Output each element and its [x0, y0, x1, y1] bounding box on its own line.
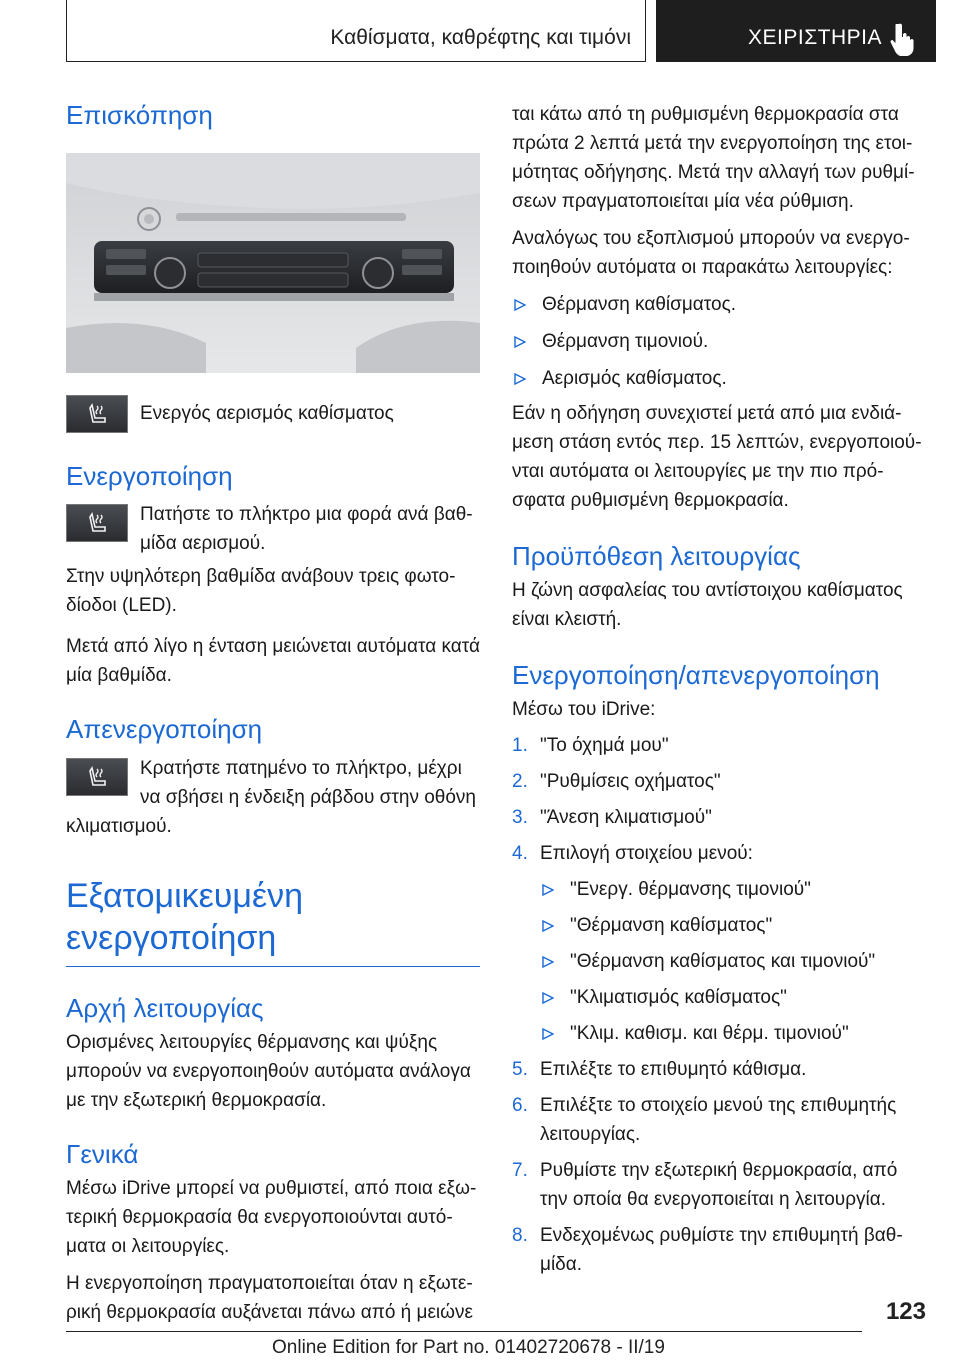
car-climate-panel-photo — [66, 153, 480, 373]
general-text-1: Μέσω iDrive μπορεί να ρυθμιστεί, από ποια εξωτερική θερμοκρασία θα ενεργοποιούνται αυτόματα οι λειτουργίες. — [66, 1177, 477, 1257]
resume-text: Εάν η οδήγηση συνεχιστεί μετά από μια ενδιάμεση στάση εντός περ. 15 λεπτών, ενεργοποιούνται αυτόματα οι λειτουργίες με την πιο πρόσφατα ρυθμισμένη θερμοκρασία. — [512, 403, 922, 511]
list-item: "Θέρμανση καθίσματος" — [540, 911, 924, 940]
via-idrive-text: Μέσω του iDrive: — [512, 699, 656, 721]
heading-rule — [66, 966, 480, 967]
list-item: "Κλιμ. καθισμ. και θέρμ. τιμονιού" — [540, 1019, 924, 1048]
reduce-text: Μετά από λίγο η ένταση μειώνεται αυτόματα κατά μία βαθμίδα. — [66, 636, 480, 687]
prerequisite-heading: Προϋπόθεση λειτουργίας — [512, 541, 801, 571]
general-text-2: Η ενεργοποίηση πραγματοποιείται όταν η εξωτερική θερμοκρασία αυξάνεται πάνω από ή μειώνε — [66, 1272, 473, 1323]
list-item: 6. Επιλέξτε το στοιχείο μενού της επιθυμητής λειτουργίας. — [512, 1095, 897, 1146]
triangle-bullet-icon — [542, 992, 554, 1004]
triangle-bullet-icon — [514, 299, 526, 311]
deactivation-heading: Απενεργοποίηση — [66, 714, 263, 745]
equipment-text: Αναλόγως του εξοπλισμού μπορούν να ενεργοποιηθούν αυτόματα οι παρακάτω λειτουργίες: — [512, 228, 910, 278]
seat-ventilation-button-icon — [66, 504, 128, 542]
continuation-text: ται κάτω από τη ρυθμισμένη θερμοκρασία στα πρώτα 2 λεπτά μετά την ενεργοποίηση της ετοιμότητας οδήγησης. Μετά την αλλαγή των ρυθμίσεων πραγματοποιείται μία νέα ρύθμιση. — [512, 104, 915, 212]
overview-heading: Επισκόπηση — [66, 100, 213, 130]
custom-activation-heading — [66, 875, 480, 960]
active-ventilation-row — [66, 393, 480, 433]
leds-text: Στην υψηλότερη βαθμίδα ανάβουν τρεις φωτοδίοδοι (LED). — [66, 566, 456, 617]
list-item: Θέρμανση καθίσματος. — [512, 290, 924, 319]
activation-heading: Ενεργοποίηση — [66, 461, 233, 492]
list-item: 8. Ενδεχομένως ρυθμίστε την επιθυμητή βαθμίδα. — [512, 1225, 903, 1276]
list-item: "Θέρμανση καθίσματος και τιμονιού" — [540, 947, 924, 976]
functions-list — [512, 290, 924, 393]
principle-text: Ορισμένες λειτουργίες θέρμανσης και ψύξης μπορούν να ενεργοποιηθούν αυτόματα ανάλογα με την εξωτερική θερμοκρασία. — [66, 1031, 471, 1111]
section-title: Καθίσματα, καθρέφτης και τιμόνι — [330, 26, 631, 49]
right-column — [512, 100, 924, 1279]
triangle-bullet-icon — [542, 956, 554, 968]
list-item: Θέρμανση τιμονιού. — [512, 327, 924, 356]
list-item: 3. "Άνεση κλιματισμού" — [512, 807, 712, 829]
principle-heading: Αρχή λειτουργίας — [66, 992, 264, 1023]
chapter-tab-label: ΧΕΙΡΙΣΤΗΡΙΑ — [748, 26, 883, 49]
activation-text: Πατήστε το πλήκτρο μια φορά ανά βαθμίδα αερισμού. — [140, 504, 473, 555]
seat-ventilation-button-icon — [66, 758, 128, 796]
menu-items-list — [540, 875, 924, 1048]
steps-list — [512, 731, 924, 1279]
page-number: 123 — [885, 1298, 926, 1325]
custom-heading-line2: ενεργοποίηση — [66, 919, 277, 958]
list-item: "Ενεργ. θέρμανσης τιμονιού" — [540, 875, 924, 904]
list-item: 5. Επιλέξτε το επιθυμητό κάθισμα. — [512, 1059, 807, 1081]
deactivation-text: Κρατήστε πατημένο το πλήκτρο, μέχρι να σβήσει η ένδειξη ράβδου στην οθόνη κλιματισμού. — [66, 757, 476, 837]
triangle-bullet-icon — [542, 884, 554, 896]
list-item: 2. "Ρυθμίσεις οχήματος" — [512, 771, 721, 793]
on-off-heading: Ενεργοποίηση/απενεργοποίηση — [512, 660, 880, 691]
list-item: 7. Ρυθμίστε την εξωτερική θερμοκρασία, από την οποία θα ενεργοποιείται η λειτουργία. — [512, 1160, 898, 1211]
general-heading: Γενικά — [66, 1138, 139, 1169]
prerequisite-text: Η ζώνη ασφαλείας του αντίστοιχου καθίσματος είναι κλειστή. — [512, 580, 903, 631]
footer-rule — [66, 1331, 862, 1332]
custom-heading-line1: Εξατομικευμένη — [66, 876, 304, 915]
triangle-bullet-icon — [514, 373, 526, 385]
edition-text: Online Edition for Part no. 01402720678 - II/19 — [272, 1337, 665, 1358]
header-box — [66, 0, 646, 62]
seat-ventilation-button-icon — [66, 395, 128, 433]
active-ventilation-caption: Ενεργός αερισμός καθίσματος — [140, 403, 394, 425]
list-item: 4. Επιλογή στοιχείου μενού: "Ενεργ. θέρμανσης τιμονιού" "Θέρμανση καθίσματος" "Θέρμανση καθίσματος και τιμονιού" "Κλιματισμός καθίσματος" "Κλιμ. καθισμ. και θέρμ. τιμονιού" — [512, 839, 924, 1048]
list-item: 1. "Το όχημά μου" — [512, 735, 669, 757]
list-item: Αερισμός καθίσματος. — [512, 364, 924, 393]
triangle-bullet-icon — [542, 920, 554, 932]
triangle-bullet-icon — [514, 336, 526, 348]
hand-pointer-icon — [888, 22, 918, 56]
triangle-bullet-icon — [542, 1028, 554, 1040]
left-column — [66, 100, 480, 1327]
list-item: "Κλιματισμός καθίσματος" — [540, 983, 924, 1012]
